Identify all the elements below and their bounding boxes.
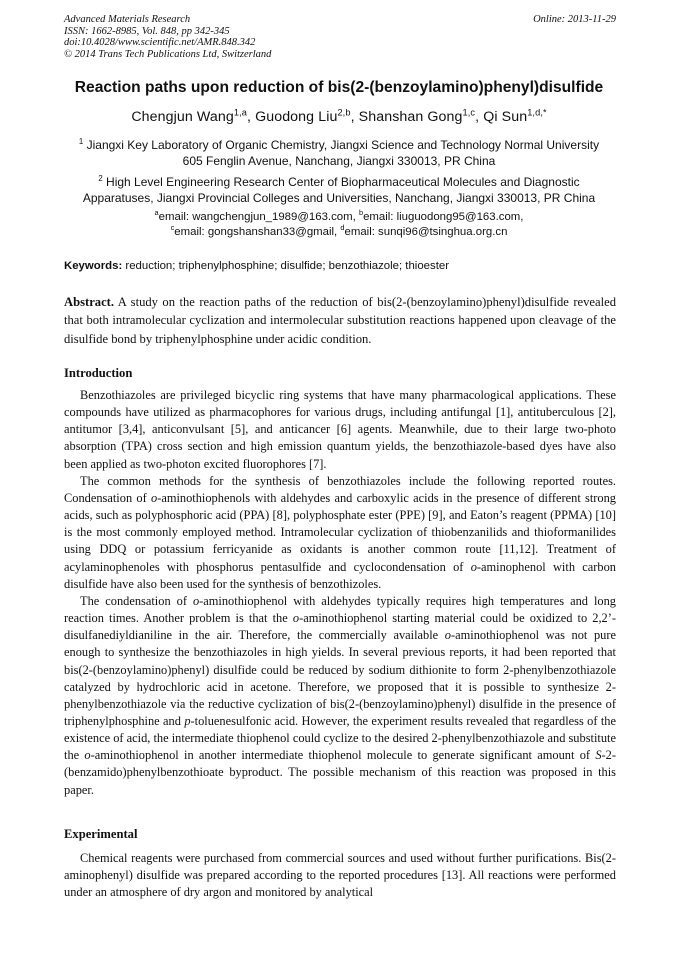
email-block: $^a$email: wangchengjun_1989@163.com, $^b$email: liuguodong95@163.com, $^c$email: gongshanshan33@gmail, $^d$email: sunqi96@tsinghua.org.cn — [154, 208, 524, 238]
affiliation-line: High Level Engineering Research Center of Biopharmaceutical Molecules and Diagnostic — [106, 175, 580, 189]
abstract — [64, 293, 616, 348]
online-date: Online: 2013-11-29 — [533, 14, 616, 25]
author-superscript: 2,b — [337, 107, 351, 118]
keywords-line — [64, 260, 616, 272]
author-name: Qi Sun — [483, 109, 528, 125]
email-c[interactable]: email: gongshanshan33@gmail, — [174, 226, 338, 238]
intro-paragraph-1: Benzothiazoles are privileged bicyclic ring systems that have many pharmacological applications. These compounds have utilized as pharmacophores for various drugs, including antifungal [1], antituberculous [2], antitumor [3,4], anticonvulsant [5], and anticancer [6] agents. Meanwhile, due to their large two-photo absorption (TPA) cross section and high emission quantum yields, the benzothiazole-based dyes have also been applied as two-photon excited fluorophores [7]. — [64, 388, 616, 471]
intro-paragraph-2: The common methods for the synthesis of benzothiazoles include the following reported routes. Condensation of o-aminothiophenols with aldehydes and carboxylic acids in the presence of different strong acids, such as polyphosphoric acid (PPA) [8], polyphosphate ester (PPE) [9], and Eaton’s reagent (PPMA) [10] is the most commonly employed method. Intramolecular cyclization of thiobenzanilids and thioformanilides using DDQ or potassium ferricyanide as oxidants is another common route [11,12]. Treatment of acylaminophenoles with phosphorus pentasulfide and cyclocondensation of o-aminophenol with carbon disulfide have also been used for the synthesis of benzothizoles. — [64, 473, 616, 591]
author-superscript: 1,d,* — [527, 107, 547, 118]
introduction-heading: Introduction — [64, 366, 133, 380]
paper-title: Reaction paths upon reduction of bis(2-(benzoylamino)phenyl)disulfide — [74, 79, 604, 96]
affiliation-line: Jiangxi Key Laboratory of Organic Chemistry, Jiangxi Science and Technology Normal University — [86, 138, 600, 152]
experimental-heading: Experimental — [64, 827, 138, 841]
email-d[interactable]: email: sunqi96@tsinghua.org.cn — [344, 226, 508, 238]
author-name: Shanshan Gong — [358, 109, 463, 125]
affiliation-number: 2 — [98, 174, 103, 183]
abstract-text: A study on the reaction paths of the reduction of bis(2-(benzoylamino)phenyl)disulfide revealed that both intramolecular cyclization and intermolecular substitution reactions happened upon cleavage of the disulfide bond by triphenylphosphine under acidic condition. — [64, 295, 616, 346]
affiliation-number: 1 — [78, 137, 84, 146]
intro-paragraph-3: The condensation of o-aminothiophenol with aldehydes typically requires high temperatures and long reaction times. Another problem is that the o-aminothiophenol starting material could be oxidized to 2,2’-disulfanediyldianiline in the air. Therefore, the commercially available o-aminothiophenol was not pure enough to synthesize the benzothiazoles in high yields. In several previous reports, it had been reported that bis(2-(benzoylamino)phenyl) disulfide could be reduced by sodium dithionite to form 2-phenylbenzothiazole catalyzed by hydrochloric acid in acetone. Therefore, we proposed that it is possible to synthesize 2-phenylbenzothiazole via the reductive cyclization of bis(2-(benzoylamino)phenyl) disulfide in the presence of triphenylphosphine and p-toluenesulfonic acid. However, the experiment results revealed that regardless of the existence of acid, the intermediate thiophenol could cyclize to the desired 2-phenylbenzothiazole and substitute the o-aminothiophenol in another intermediate thiophenol molecule to generate significant amount of S-2-(benzamido)phenylbenzothioate byproduct. The possible mechanism of this reaction was proposed in this paper. — [64, 593, 617, 797]
copyright-line: © 2014 Trans Tech Publications Ltd, Switzerland — [64, 48, 272, 60]
author-list: Chengjun Wang$^{1,a}$, Guodong Liu$^{2,b}$, Shanshan Gong$^{1,c}$, Qi Sun$^{1,d,*}$ — [131, 107, 547, 125]
keywords-label: Keywords: — [64, 260, 123, 272]
author-superscript: 1,a — [233, 107, 247, 118]
issn-line: ISSN: 1662-8985, Vol. 848, pp 342-345 — [64, 25, 230, 37]
affiliation-line: 605 Fenglin Avenue, Nanchang, Jiangxi 330013, PR China — [182, 154, 496, 168]
email-b[interactable]: email: liuguodong95@163.com, — [363, 211, 524, 223]
author-name: Chengjun Wang — [131, 109, 234, 125]
experimental-paragraph-1: Chemical reagents were purchased from commercial sources and used without further purifications. Bis(2-aminophenyl) disulfide was prepared according to the reported procedures [13]. All reactions were performed under an atmosphere of dry argon and monitored by analytical — [64, 851, 616, 900]
experimental-body — [64, 850, 616, 901]
author-name: Guodong Liu — [255, 109, 338, 125]
abstract-label: Abstract. — [64, 295, 115, 309]
doi-line: doi:10.4028/www.scientific.net/AMR.848.342 — [64, 37, 256, 49]
journal-name: Advanced Materials Research — [64, 14, 191, 25]
affiliation-1 — [50, 137, 628, 169]
affiliation-line: Apparatuses, Jiangxi Provincial Colleges and Universities, Nanchang, Jiangxi 330013, PR China — [82, 191, 596, 205]
introduction-body — [64, 387, 616, 799]
email-a[interactable]: email: wangchengjun_1989@163.com, — [158, 211, 356, 223]
journal-header — [64, 14, 616, 60]
affiliation-2 — [50, 174, 628, 206]
author-superscript: 1,c — [462, 107, 476, 118]
keywords-text: reduction; triphenylphosphine; disulfide; benzothiazole; thioester — [125, 260, 449, 272]
